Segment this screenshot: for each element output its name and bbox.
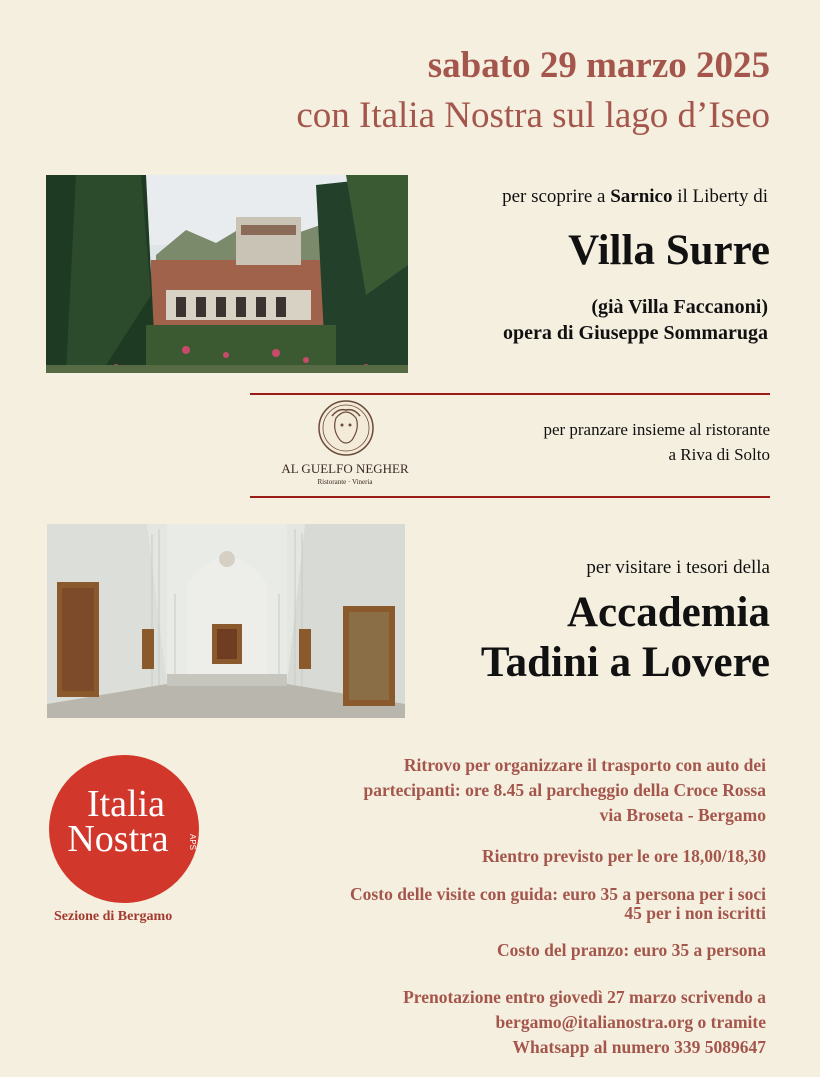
booking-email[interactable]: bergamo@italianostra.org o tramite: [495, 1012, 766, 1032]
meeting-info: Ritrovo per organizzare il trasporto con auto dei partecipanti: ore 8.45 al parcheggio della Croce Rossa via Broseta - Bergamo: [363, 755, 766, 825]
logo-line-2: Nostra: [67, 818, 169, 860]
visit-cost-nonmembers: 45 per i non iscritti: [624, 903, 766, 923]
restaurant-logo-name: AL GUELFO NEGHER: [281, 461, 409, 476]
event-date: sabato 29 marzo 2025: [427, 45, 770, 86]
visit-cost: Costo delle visite con guida: euro 35 a persona per i soci: [350, 884, 766, 904]
event-subtitle: con Italia Nostra sul lago d’Iseo: [296, 95, 770, 136]
logo-suffix: APS: [188, 834, 197, 851]
villa-former-name: (già Villa Faccanoni): [591, 296, 768, 318]
return-info: Rientro previsto per le ore 18,00/18,30: [481, 846, 766, 866]
booking-whatsapp: Whatsapp al numero 339 5089647: [512, 1037, 766, 1057]
booking-info: Prenotazione entro giovedì 27 marzo scrivendo a bergamo@italianostra.org o tramite Whatsapp al numero 339 5089647: [403, 985, 766, 1060]
divider-bottom: [250, 496, 770, 498]
restaurant-logo: [280, 398, 410, 490]
section-name: Sezione di Bergamo: [54, 909, 173, 924]
restaurant-logo-subtext: Ristorante · Vineria: [317, 478, 373, 486]
italia-nostra-logo: [48, 754, 200, 904]
accademia-title-line-2: Tadini a Lovere: [480, 639, 770, 686]
divider-top: [250, 393, 770, 395]
villa-place: Sarnico: [610, 186, 673, 207]
logo-line-1: Italia: [86, 783, 166, 825]
villa-architect: opera di Giuseppe Sommaruga: [502, 322, 768, 344]
restaurant-line-1: per pranzare insieme al ristorante: [543, 420, 770, 439]
villa-surre-photo: [46, 175, 408, 373]
villa-intro: per scoprire a Sarnico il Liberty di: [502, 186, 768, 207]
restaurant-line-2: a Riva di Solto: [668, 445, 770, 464]
lunch-cost: Costo del pranzo: euro 35 a persona: [497, 940, 766, 960]
accademia-title-line-1: Accademia: [567, 589, 770, 636]
accademia-gallery-photo: [47, 524, 405, 718]
villa-title: Villa Surre: [568, 227, 770, 274]
accademia-intro: per visitare i tesori della: [586, 557, 770, 578]
